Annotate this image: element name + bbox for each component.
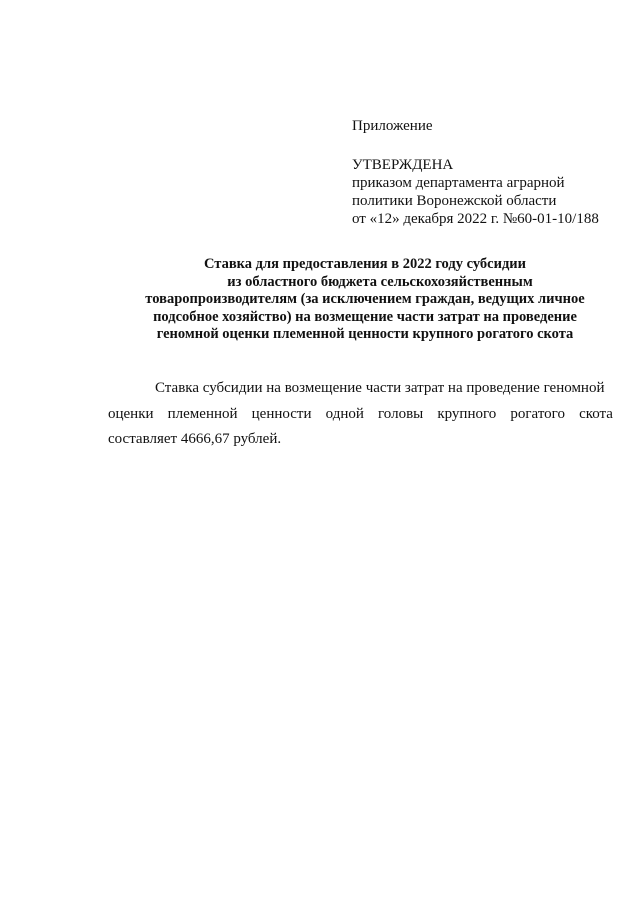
title-line: из областного бюджета сельскохозяйственным: [227, 273, 533, 290]
body-line-justified: [108, 402, 613, 428]
title-line: Ставка для предоставления в 2022 году субсидии: [204, 256, 526, 272]
body-paragraph: [108, 376, 613, 453]
body-word: оценки: [108, 405, 154, 422]
body-word: крупного: [437, 405, 497, 422]
appendix-label: Приложение: [352, 118, 433, 134]
body-word: племенной: [167, 405, 238, 422]
body-line: составляет 4666,67 рублей.: [108, 431, 282, 447]
body-word: рогатого: [510, 405, 565, 422]
approval-order-line: приказом департамента аграрной: [352, 175, 565, 191]
approval-department-line: политики Воронежской области: [352, 193, 557, 209]
title-line: подсобное хозяйство) на возмещение части затрат на проведение: [153, 308, 577, 325]
document-title: [100, 256, 630, 344]
approval-date-number-line: от «12» декабря 2022 г. №60-01-10/188: [352, 211, 599, 227]
approved-label: УТВЕРЖДЕНА: [352, 157, 454, 173]
title-line: товаропроизводителям (за исключением граждан, ведущих личное: [145, 291, 585, 307]
body-word: скота: [579, 405, 613, 422]
body-word: одной: [325, 405, 364, 422]
title-line: геномной оценки племенной ценности крупного рогатого скота: [156, 326, 574, 342]
body-word: головы: [378, 405, 424, 422]
body-line: Ставка субсидии на возмещение части затрат на проведение геномной: [155, 380, 605, 396]
body-word: ценности: [251, 405, 312, 422]
approval-block: [352, 117, 622, 228]
